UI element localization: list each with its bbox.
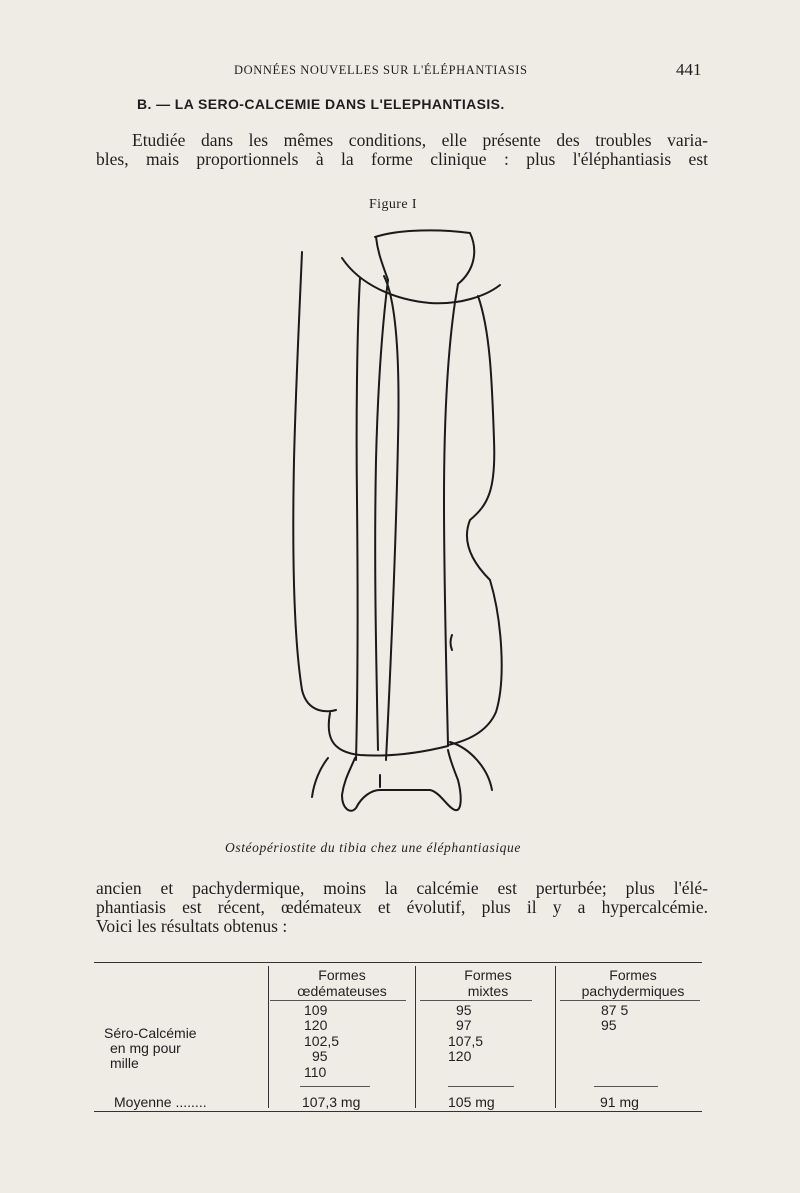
average-underline-1 xyxy=(300,1086,370,1087)
table-cell: 95 xyxy=(456,1002,472,1018)
average-mixtes: 105 mg xyxy=(448,1094,495,1110)
average-label: Moyenne ........ xyxy=(114,1094,207,1110)
table-vline-1 xyxy=(268,966,269,1108)
knee-arc xyxy=(342,258,500,303)
paragraph-2-line-3: Voici les résultats obtenus : xyxy=(96,916,288,936)
row-label xyxy=(104,1026,197,1071)
ankle-left-curve xyxy=(312,758,328,797)
column-header-pachydermiques xyxy=(566,967,700,999)
table-top-rule xyxy=(94,962,702,963)
header-underline-2 xyxy=(420,1000,532,1001)
column-header-line: Formes xyxy=(609,967,657,983)
table-cell: 102,5 xyxy=(304,1032,340,1049)
running-title: DONNÉES NOUVELLES SUR L'ÉLÉPHANTIASIS xyxy=(234,63,528,77)
table-cell: 95 xyxy=(312,1048,328,1065)
average-underline-2 xyxy=(448,1086,514,1087)
column-header-oedemateuses xyxy=(282,967,402,999)
average-pachydermiques: 91 mg xyxy=(600,1094,639,1110)
row-label-line: Séro-Calcémie xyxy=(104,1025,197,1041)
ankle-right-curve xyxy=(450,742,492,790)
paragraph-2-line-1: ancien et pachydermique, moins la calcémie est perturbée; plus l'élé- xyxy=(96,878,708,898)
column-header-line: œdémateuses xyxy=(297,983,387,999)
upper-epiphysis-inner xyxy=(376,237,388,280)
header-underline-3 xyxy=(560,1000,700,1001)
table-cell: 109 xyxy=(304,1002,328,1018)
paragraph-1-line-2: bles, mais proportionnels à la forme clinique : plus l'éléphantiasis est xyxy=(96,149,708,169)
table-cell: 110 xyxy=(304,1063,327,1080)
paragraph-1-line-1: Etudiée dans les mêmes conditions, elle présente des troubles varia- xyxy=(132,130,708,150)
figure-title: Figure I xyxy=(369,197,417,212)
table-cell: 107,5 xyxy=(448,1032,484,1049)
table-bottom-rule xyxy=(94,1111,702,1112)
shaft-mark xyxy=(451,635,453,650)
soft-tissue-left-contour xyxy=(293,252,336,711)
table-cell: 87 5 xyxy=(601,1002,629,1018)
average-underline-3 xyxy=(594,1086,658,1087)
column-header-line: pachydermiques xyxy=(581,983,685,999)
average-oedemateuses: 107,3 mg xyxy=(302,1094,361,1110)
table-cell: 97 xyxy=(456,1017,472,1034)
column-header-line: Formes xyxy=(318,967,366,983)
tibia-inner-line-1 xyxy=(384,276,398,760)
paragraph-2-line-2: phantiasis est récent, œdémateux et évolutif, plus il y a hypercalcémie. xyxy=(96,897,708,917)
figure-caption: Ostéopériostite du tibia chez une éléphantiasique xyxy=(225,840,521,855)
page-number: 441 xyxy=(676,60,702,79)
column-header-line: mixtes xyxy=(467,983,509,999)
tibia-shaft-left xyxy=(375,280,388,750)
tibia-inner-line-2 xyxy=(356,278,360,760)
table-vline-3 xyxy=(555,966,556,1108)
soft-tissue-right-contour xyxy=(448,296,502,745)
table-vline-2 xyxy=(415,966,416,1108)
table-cell: 120 xyxy=(304,1017,328,1034)
header-underline-1 xyxy=(270,1000,406,1001)
lower-epiphysis xyxy=(342,750,461,811)
values-oedemateuses xyxy=(304,1003,339,1080)
row-label-line: mille xyxy=(110,1055,139,1071)
table-cell: 120 xyxy=(448,1048,472,1065)
paragraph-2 xyxy=(96,879,708,936)
row-label-line: en mg pour xyxy=(110,1040,181,1056)
table-cell: 95 xyxy=(601,1017,617,1034)
values-mixtes xyxy=(448,1003,483,1065)
tibia-shaft-right xyxy=(444,302,455,745)
values-pachydermiques xyxy=(601,1003,628,1034)
section-heading: B. — LA SERO-CALCEMIE DANS L'ELEPHANTIASIS. xyxy=(137,96,505,112)
column-header-line: Formes xyxy=(464,967,512,983)
column-header-mixtes xyxy=(428,967,548,999)
